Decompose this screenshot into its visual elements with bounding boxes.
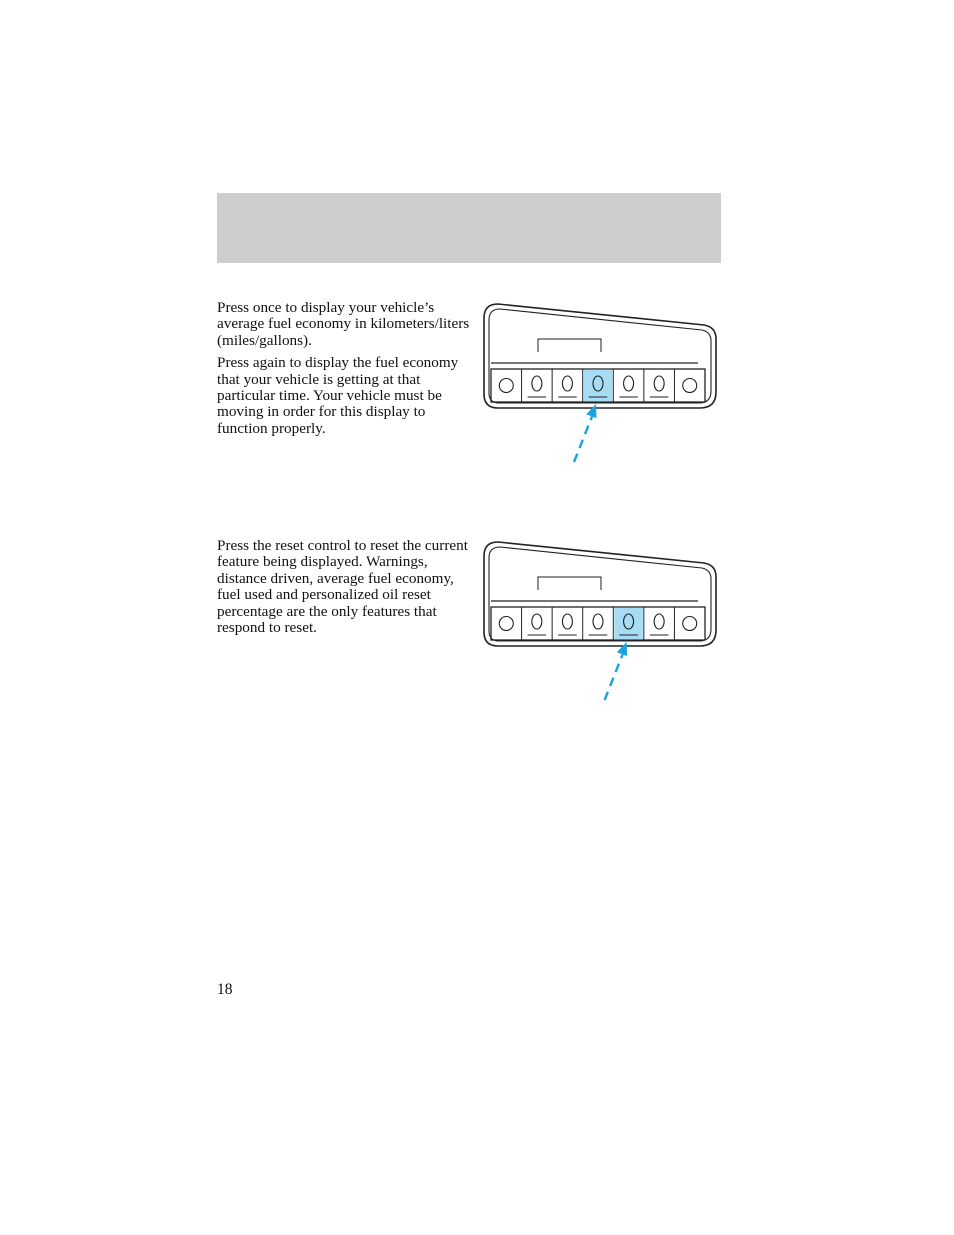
display-bracket [538, 339, 601, 352]
pointer-arrow-shaft [574, 414, 593, 462]
pointer-arrow-head [586, 404, 596, 418]
paragraph: Press once to display your vehicle’s average fuel economy in kilometers/liters (miles/gallons). [217, 299, 470, 349]
button-oval-icon [562, 376, 572, 391]
message-center-illustration-fuel-economy [478, 296, 726, 466]
button-circle-icon [683, 617, 697, 631]
display-bracket [538, 577, 601, 590]
button-oval-icon [532, 376, 542, 391]
pointer-arrow-shaft [605, 652, 624, 700]
button-oval-icon [593, 614, 603, 629]
button-circle-icon [499, 379, 513, 393]
button-oval-icon [562, 614, 572, 629]
pointer-arrow-head [617, 642, 627, 656]
highlighted-button-5 [614, 608, 643, 639]
paragraph: Press again to display the fuel economy that your vehicle is getting at that particular time. Your vehicle must be moving in order for this display to function properly. [217, 354, 459, 437]
button-circle-icon [683, 379, 697, 393]
button-oval-icon [532, 614, 542, 629]
button-oval-icon [654, 376, 664, 391]
page-number: 18 [217, 981, 233, 998]
paragraph: Press the reset control to reset the current feature being displayed. Warnings, distance driven, average fuel economy, fuel used and personalized oil reset percentage are the only features that respond to reset. [217, 537, 468, 637]
highlighted-button-4 [584, 370, 613, 401]
button-circle-icon [499, 617, 513, 631]
instruction-text-average-fuel-economy [217, 300, 475, 443]
message-center-illustration-reset [478, 534, 726, 704]
button-oval-icon [624, 376, 634, 391]
instruction-text-reset [217, 538, 475, 642]
button-oval-icon [654, 614, 664, 629]
section-header-band [217, 193, 721, 263]
